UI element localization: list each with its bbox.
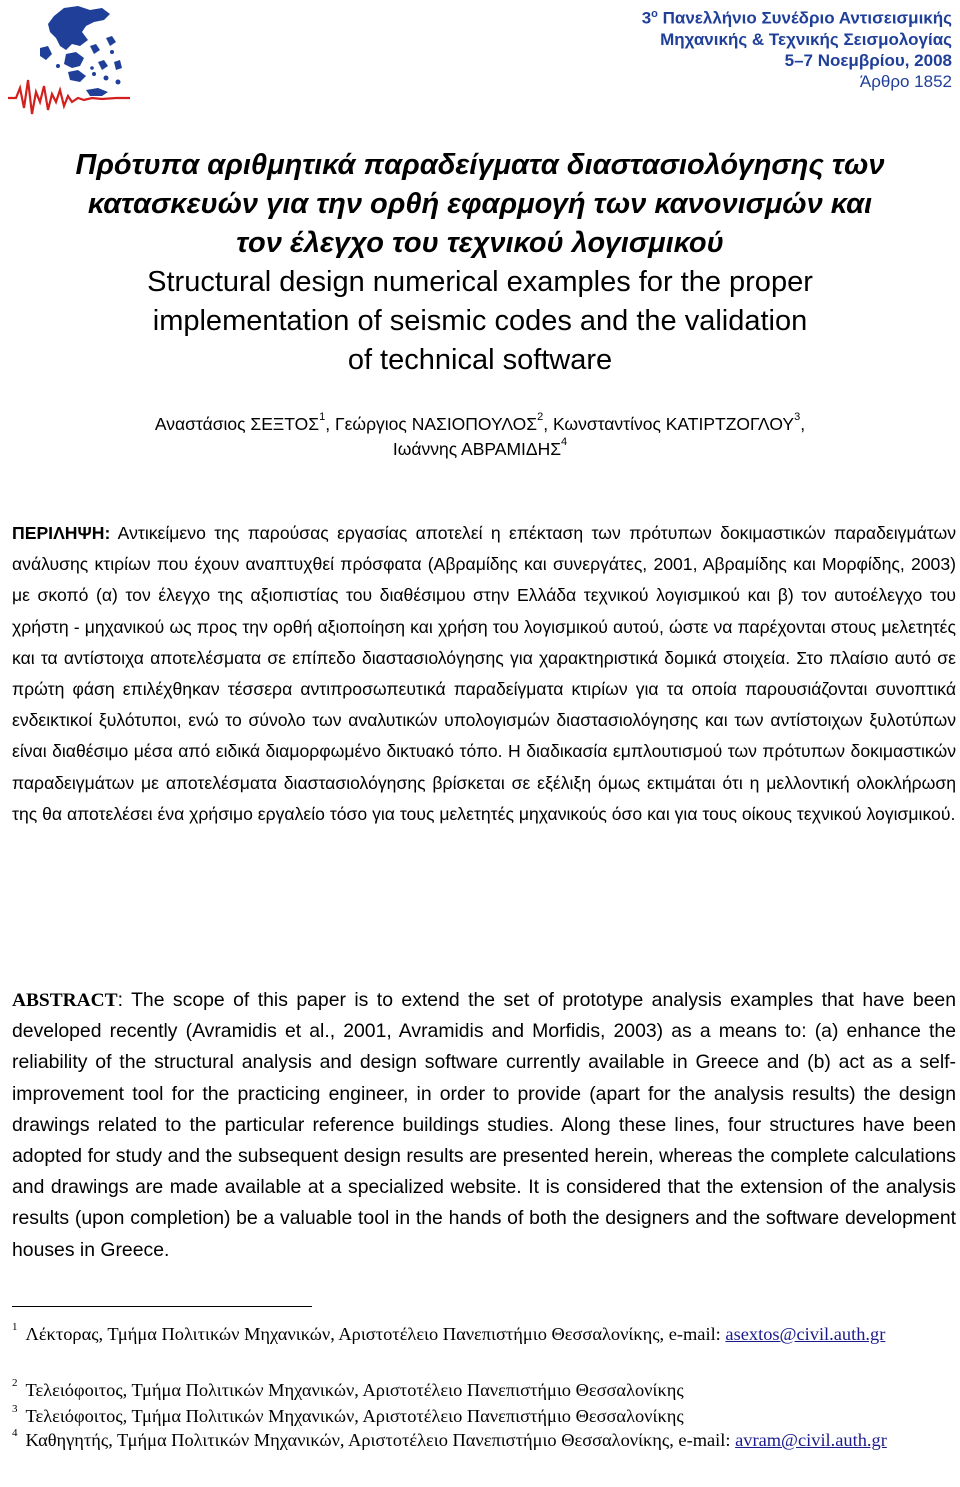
- author-footnote-mark: 2: [537, 411, 544, 423]
- author-name: Γεώργιος ΝΑΣΙΟΠΟΥΛΟΣ: [334, 414, 538, 434]
- author-footnote-mark: 3: [794, 411, 801, 423]
- email-link[interactable]: avram@civil.auth.gr: [735, 1430, 887, 1450]
- english-abstract: [12, 985, 956, 1266]
- conference-dates: 5–7 Νοεμβρίου, 2008: [784, 50, 952, 70]
- english-title-line: implementation of seismic codes and the validation: [152, 305, 808, 337]
- conference-logo: [6, 2, 132, 122]
- footnote-separator: [12, 1306, 312, 1307]
- greek-title-line: Πρότυπα αριθμητικά παραδείγματα διαστασιολόγησης των: [75, 149, 885, 181]
- greek-abstract-text: Αντικείμενο της παρούσας εργασίας αποτελεί η επέκταση των πρότυπων δοκιμαστικών παραδειγμάτων ανάλυσης κτιρίων που έχουν αναπτυχθεί πρόσφατα (Αβραμίδης και συνεργάτες, 2001, Αβραμίδης και Μορφίδης, 2003) με σκοπό (α) τον έλεγχο της αξιοπιστίας του διαθέσιμου στην Ελλάδα τεχνικού λογισμικού και β) τον αυτοέλεγχο του χρήστη - μηχανικού ως προς την ορθή αξιοποίηση και χρήση του λογισμικού αυτού, ώστε να παρέχονται στους μελετητές και τα αντίστοιχα αποτελέσματα σε επίπεδο διαστασιολόγησης για χαρακτηριστικά δομικά στοιχεία. Στο πλαίσιο αυτό σε πρώτη φάση επιλέχθηκαν τέσσερα αντιπροσωπευτικά παραδείγματα κτιρίων για τα οποία παρουσιάζονται συνοπτικά ενδεικτικοί ξυλότυποι, ενώ το σύνολο των αναλυτικών υπολογισμών διαστασιολόγησης και των αντίστοιχων ξυλοτύπων είναι διαθέσιμο μέσα από ειδικά διαμορφωμένο δικτυακό τόπο. Η διαδικασία εμπλουτισμού των πρότυπων δοκιμαστικών παραδειγμάτων με αποτελέσματα διαστασιολόγησης βρίσκεται σε εξέλιξη όμως εκτιμάται ότι η μελλοντική ολοκλήρωση της θα αποτελέσει ένα χρήσιμο εργαλείο τόσο για τους μελετητές μηχανικούς όσο και για τους οίκους τεχνικού λογισμικού.: [12, 523, 956, 824]
- conference-name-line2: Μηχανικής & Τεχνικής Σεισμολογίας: [660, 29, 952, 49]
- greek-title-line: κατασκευών για την ορθή εφαρμογή των κανονισμών και: [87, 188, 873, 220]
- english-title-line: of technical software: [347, 344, 613, 376]
- email-link[interactable]: asextos@civil.auth.gr: [725, 1324, 886, 1344]
- author-list: Αναστάσιος ΣΕΞΤΟΣ$^1$, Γεώργιος ΝΑΣΙΟΠΟΥΛΟΣ$^2$, Κωνσταντίνος ΚΑΤΙΡΤΖΟΓΛΟΥ$^3$, Ιωάννης ΑΒΡΑΜΙΔΗΣ$^4$: [154, 411, 806, 459]
- author-footnote-mark: 4: [561, 436, 568, 448]
- author-name: Αναστάσιος ΣΕΞΤΟΣ: [154, 414, 320, 434]
- conference-name-line1: $3^o$ Πανελλήνιο Συνέδριο Αντισεισμικής: [641, 8, 952, 28]
- author-name: Ιωάννης ΑΒΡΑΜΙΔΗΣ: [392, 439, 562, 459]
- greek-title-line: τον έλεγχο του τεχνικού λογισμικού: [236, 227, 724, 259]
- footnote-4: $^4$ Καθηγητής, Τμήμα Πολιτικών Μηχανικών, Αριστοτέλειο Πανεπιστήμιο Θεσσαλονίκης, e-mail: avram@civil.auth.gr: [12, 1427, 887, 1450]
- footnote-3: $^3$ Τελειόφοιτος, Τμήμα Πολιτικών Μηχανικών, Αριστοτέλειο Πανεπιστήμιο Θεσσαλονίκης: [12, 1403, 684, 1426]
- author-name: Κωνσταντίνος ΚΑΤΙΡΤΖΟΓΛΟΥ: [552, 414, 795, 434]
- english-abstract-text: : The scope of this paper is to extend the set of prototype analysis examples that have been developed recently (Avramidis et al., 2001, Avramidis and Morfidis, 2003) as a means to: (a) enhance the reliability of the structural analysis and design software currently available in Greece and (b) act as a self-improvement tool for the practicing engineer, in order to provide (apart for the analysis results) the design drawings related to the particular reference buildings studies. Along these lines, four structures have been adopted for study and the subsequent design results are presented herein, whereas the complete calculations and drawings are made available at a specialized website. It is considered that the extension of the analysis results (upon completion) be a valuable tool in the hands of both the designers and the software development houses in Greece.: [12, 989, 956, 1261]
- english-title-line: Structural design numerical examples for the proper: [147, 266, 813, 298]
- author-footnote-mark: 1: [319, 411, 326, 423]
- article-number: Άρθρο 1852: [859, 71, 952, 91]
- greek-abstract-label: ΠΕΡΙΛΗΨΗ:: [12, 523, 111, 543]
- footnote-1: $^1$ Λέκτορας, Τμήμα Πολιτικών Μηχανικών, Αριστοτέλειο Πανεπιστήμιο Θεσσαλονίκης, e-mail: asextos@civil.auth.gr: [12, 1321, 886, 1344]
- footnote-2: $^2$ Τελειόφοιτος, Τμήμα Πολιτικών Μηχανικών, Αριστοτέλειο Πανεπιστήμιο Θεσσαλονίκης: [12, 1377, 684, 1400]
- paper-title: [0, 146, 960, 380]
- english-abstract-label: ABSTRACT: [12, 990, 118, 1011]
- conference-header: [642, 4, 952, 92]
- greek-abstract: [12, 518, 956, 830]
